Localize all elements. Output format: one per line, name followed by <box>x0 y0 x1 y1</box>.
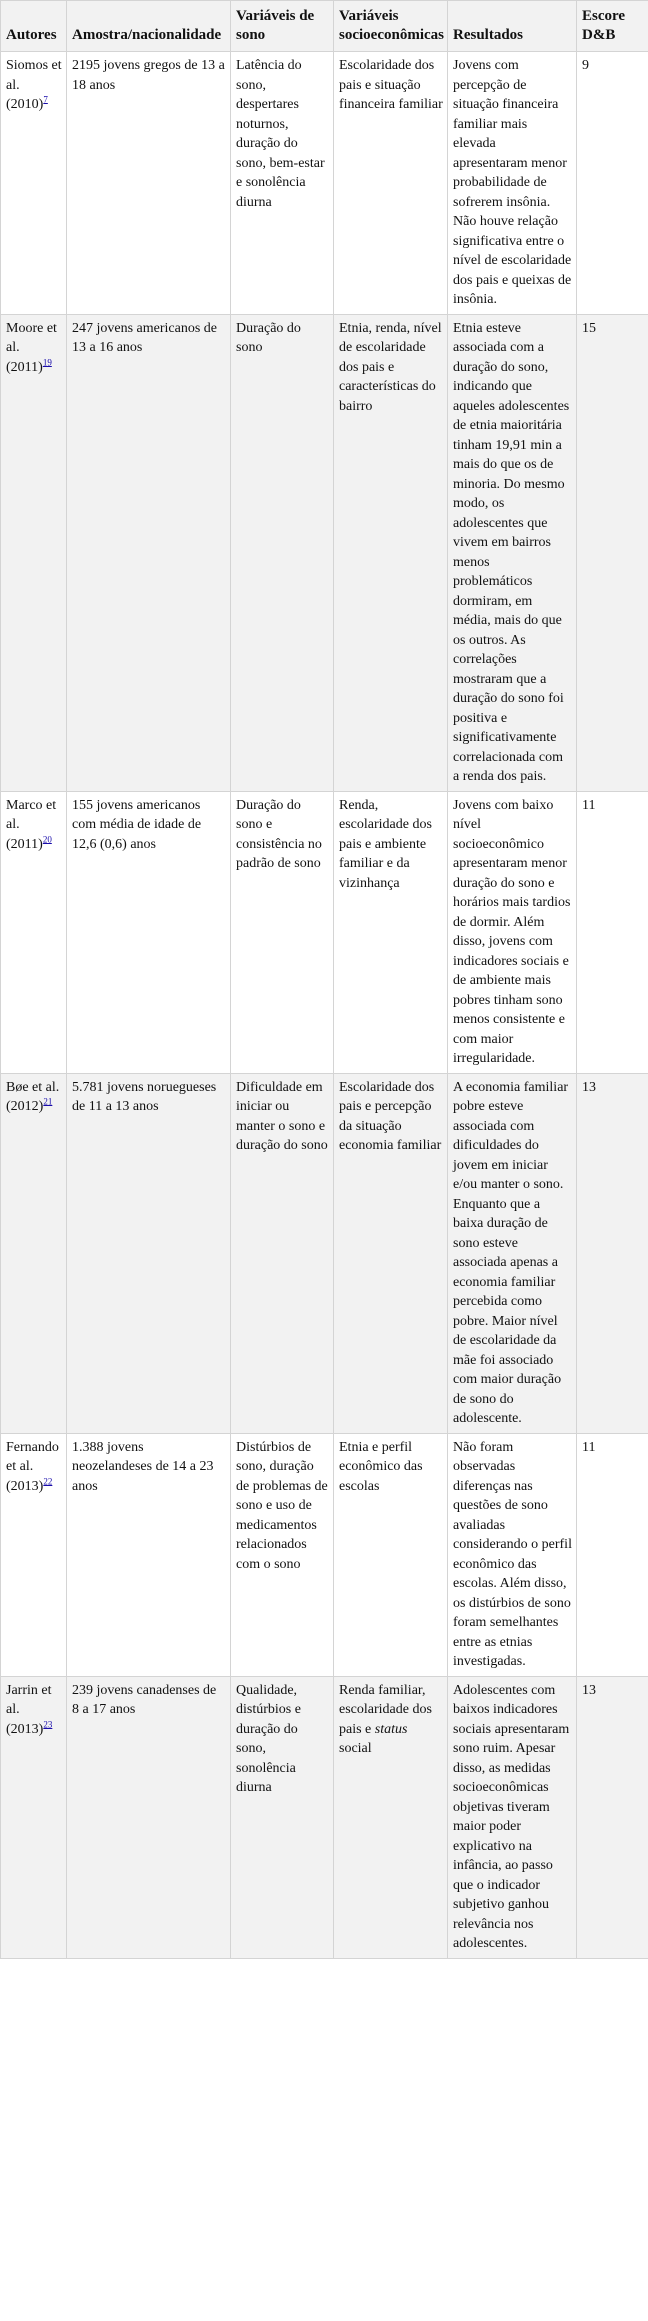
table-row <box>1 791 648 1073</box>
table-row <box>1 52 648 315</box>
header-variaveis-socio: Variáveis socioeconômicas <box>334 1 448 52</box>
cell-amostra: 155 jovens americanos com média de idade de 12,6 (0,6) anos <box>67 791 231 1073</box>
author-text: Marco et al. (2011) <box>6 797 57 852</box>
cell-variaveis-socio: Escolaridade dos pais e percepção da situação economia familiar <box>334 1073 448 1433</box>
table-row <box>1 1676 648 1958</box>
reference-link[interactable]: 22 <box>43 1475 53 1486</box>
cell-variaveis-socio: Renda, escolaridade dos pais e ambiente familiar e da vizinhança <box>334 791 448 1073</box>
table-row <box>1 1433 648 1676</box>
cell-autores <box>1 52 67 315</box>
cell-escore: 13 <box>577 1676 648 1958</box>
author-text: Moore et al. (2011) <box>6 320 57 375</box>
cell-amostra: 2195 jovens gregos de 13 a 18 anos <box>67 52 231 315</box>
socio-text-a: Renda familiar, escolaridade dos pais e <box>339 1682 432 1737</box>
cell-escore: 9 <box>577 52 648 315</box>
header-variaveis-sono: Variáveis de sono <box>231 1 334 52</box>
author-text: Fernando et al. (2013) <box>6 1439 59 1494</box>
reference-link[interactable]: 7 <box>43 94 48 105</box>
table-row <box>1 1073 648 1433</box>
cell-variaveis-sono: Qualidade, distúrbios e duração do sono, sonolência diurna <box>231 1676 334 1958</box>
cell-escore: 11 <box>577 791 648 1073</box>
cell-amostra: 1.388 jovens neozelandeses de 14 a 23 anos <box>67 1433 231 1676</box>
cell-variaveis-sono: Duração do sono e consistência no padrão de sono <box>231 791 334 1073</box>
cell-resultados: Etnia esteve associada com a duração do sono, indicando que aqueles adolescentes de etnia maioritária tinham 19,91 min a mais do que os de minoria. Do mesmo modo, os adolescentes que vivem em bairros menos problemáticos dormiram, em média, mais do que os outros. As correlações mostraram que a duração do sono foi positiva e significativamente correlacionada com a renda dos pais. <box>448 314 577 791</box>
cell-variaveis-socio: Etnia e perfil econômico das escolas <box>334 1433 448 1676</box>
cell-escore: 15 <box>577 314 648 791</box>
header-escore: Escore D&B <box>577 1 648 52</box>
header-resultados: Resultados <box>448 1 577 52</box>
cell-autores <box>1 791 67 1073</box>
reference-link[interactable]: 23 <box>43 1718 53 1729</box>
cell-variaveis-socio <box>334 1676 448 1958</box>
cell-amostra: 5.781 jovens noruegueses de 11 a 13 anos <box>67 1073 231 1433</box>
cell-autores <box>1 1433 67 1676</box>
cell-variaveis-socio: Etnia, renda, nível de escolaridade dos pais e características do bairro <box>334 314 448 791</box>
cell-variaveis-sono: Dificuldade em iniciar ou manter o sono e duração do sono <box>231 1073 334 1433</box>
header-row <box>1 1 648 52</box>
author-text: Siomos et al. (2010) <box>6 58 62 112</box>
author-text: Bøe et al. (2012) <box>6 1079 60 1114</box>
author-text: Jarrin et al. (2013) <box>6 1682 52 1737</box>
socio-text-status: status <box>374 1721 408 1737</box>
cell-variaveis-sono: Duração do sono <box>231 314 334 791</box>
header-autores: Autores <box>1 1 67 52</box>
cell-resultados: Adolescentes com baixos indicadores sociais apresentaram sono ruim. Apesar disso, as medidas socioeconômicas objetivas tiveram maior poder explicativo na infância, ao passo que o indicador subjetivo ganhou relevância nos adolescentes. <box>448 1676 577 1958</box>
cell-variaveis-sono: Distúrbios de sono, duração de problemas de sono e uso de medicamentos relacionados com o sono <box>231 1433 334 1676</box>
cell-variaveis-sono: Latência do sono, despertares noturnos, duração do sono, bem-estar e sonolência diurna <box>231 52 334 315</box>
cell-autores <box>1 1073 67 1433</box>
reference-link[interactable]: 20 <box>42 833 52 844</box>
reference-link[interactable]: 19 <box>42 356 52 367</box>
cell-amostra: 247 jovens americanos de 13 a 16 anos <box>67 314 231 791</box>
cell-escore: 13 <box>577 1073 648 1433</box>
cell-resultados: Jovens com percepção de situação financeira familiar mais elevada apresentaram menor probabilidade de sofrerem insônia. Não houve relação significativa entre o nível de escolaridade dos pais e queixas de insônia. <box>448 52 577 315</box>
cell-resultados: Não foram observadas diferenças nas questões de sono avaliadas considerando o perfil econômico das escolas. Além disso, os distúrbios de sono foram semelhantes entre as etnias investigadas. <box>448 1433 577 1676</box>
cell-resultados: A economia familiar pobre esteve associada com dificuldades do jovem em iniciar e/ou manter o sono. Enquanto que a baixa duração de sono esteve associada apenas a economia familiar percebida como pobre. Maior nível de escolaridade da mãe foi associado com maior duração de sono do adolescente. <box>448 1073 577 1433</box>
socio-text-c: social <box>339 1741 372 1756</box>
cell-amostra: 239 jovens canadenses de 8 a 17 anos <box>67 1676 231 1958</box>
cell-escore: 11 <box>577 1433 648 1676</box>
reference-link[interactable]: 21 <box>43 1096 53 1107</box>
header-amostra: Amostra/nacionalidade <box>67 1 231 52</box>
cell-variaveis-socio: Escolaridade dos pais e situação financeira familiar <box>334 52 448 315</box>
table-row <box>1 314 648 791</box>
cell-autores <box>1 1676 67 1958</box>
cell-resultados: Jovens com baixo nível socioeconômico apresentaram menor duração do sono e horários mais tardios de dormir. Além disso, jovens com indicadores sociais e de ambiente mais pobres tinham sono menos consistente e com maior irregularidade. <box>448 791 577 1073</box>
cell-autores <box>1 314 67 791</box>
